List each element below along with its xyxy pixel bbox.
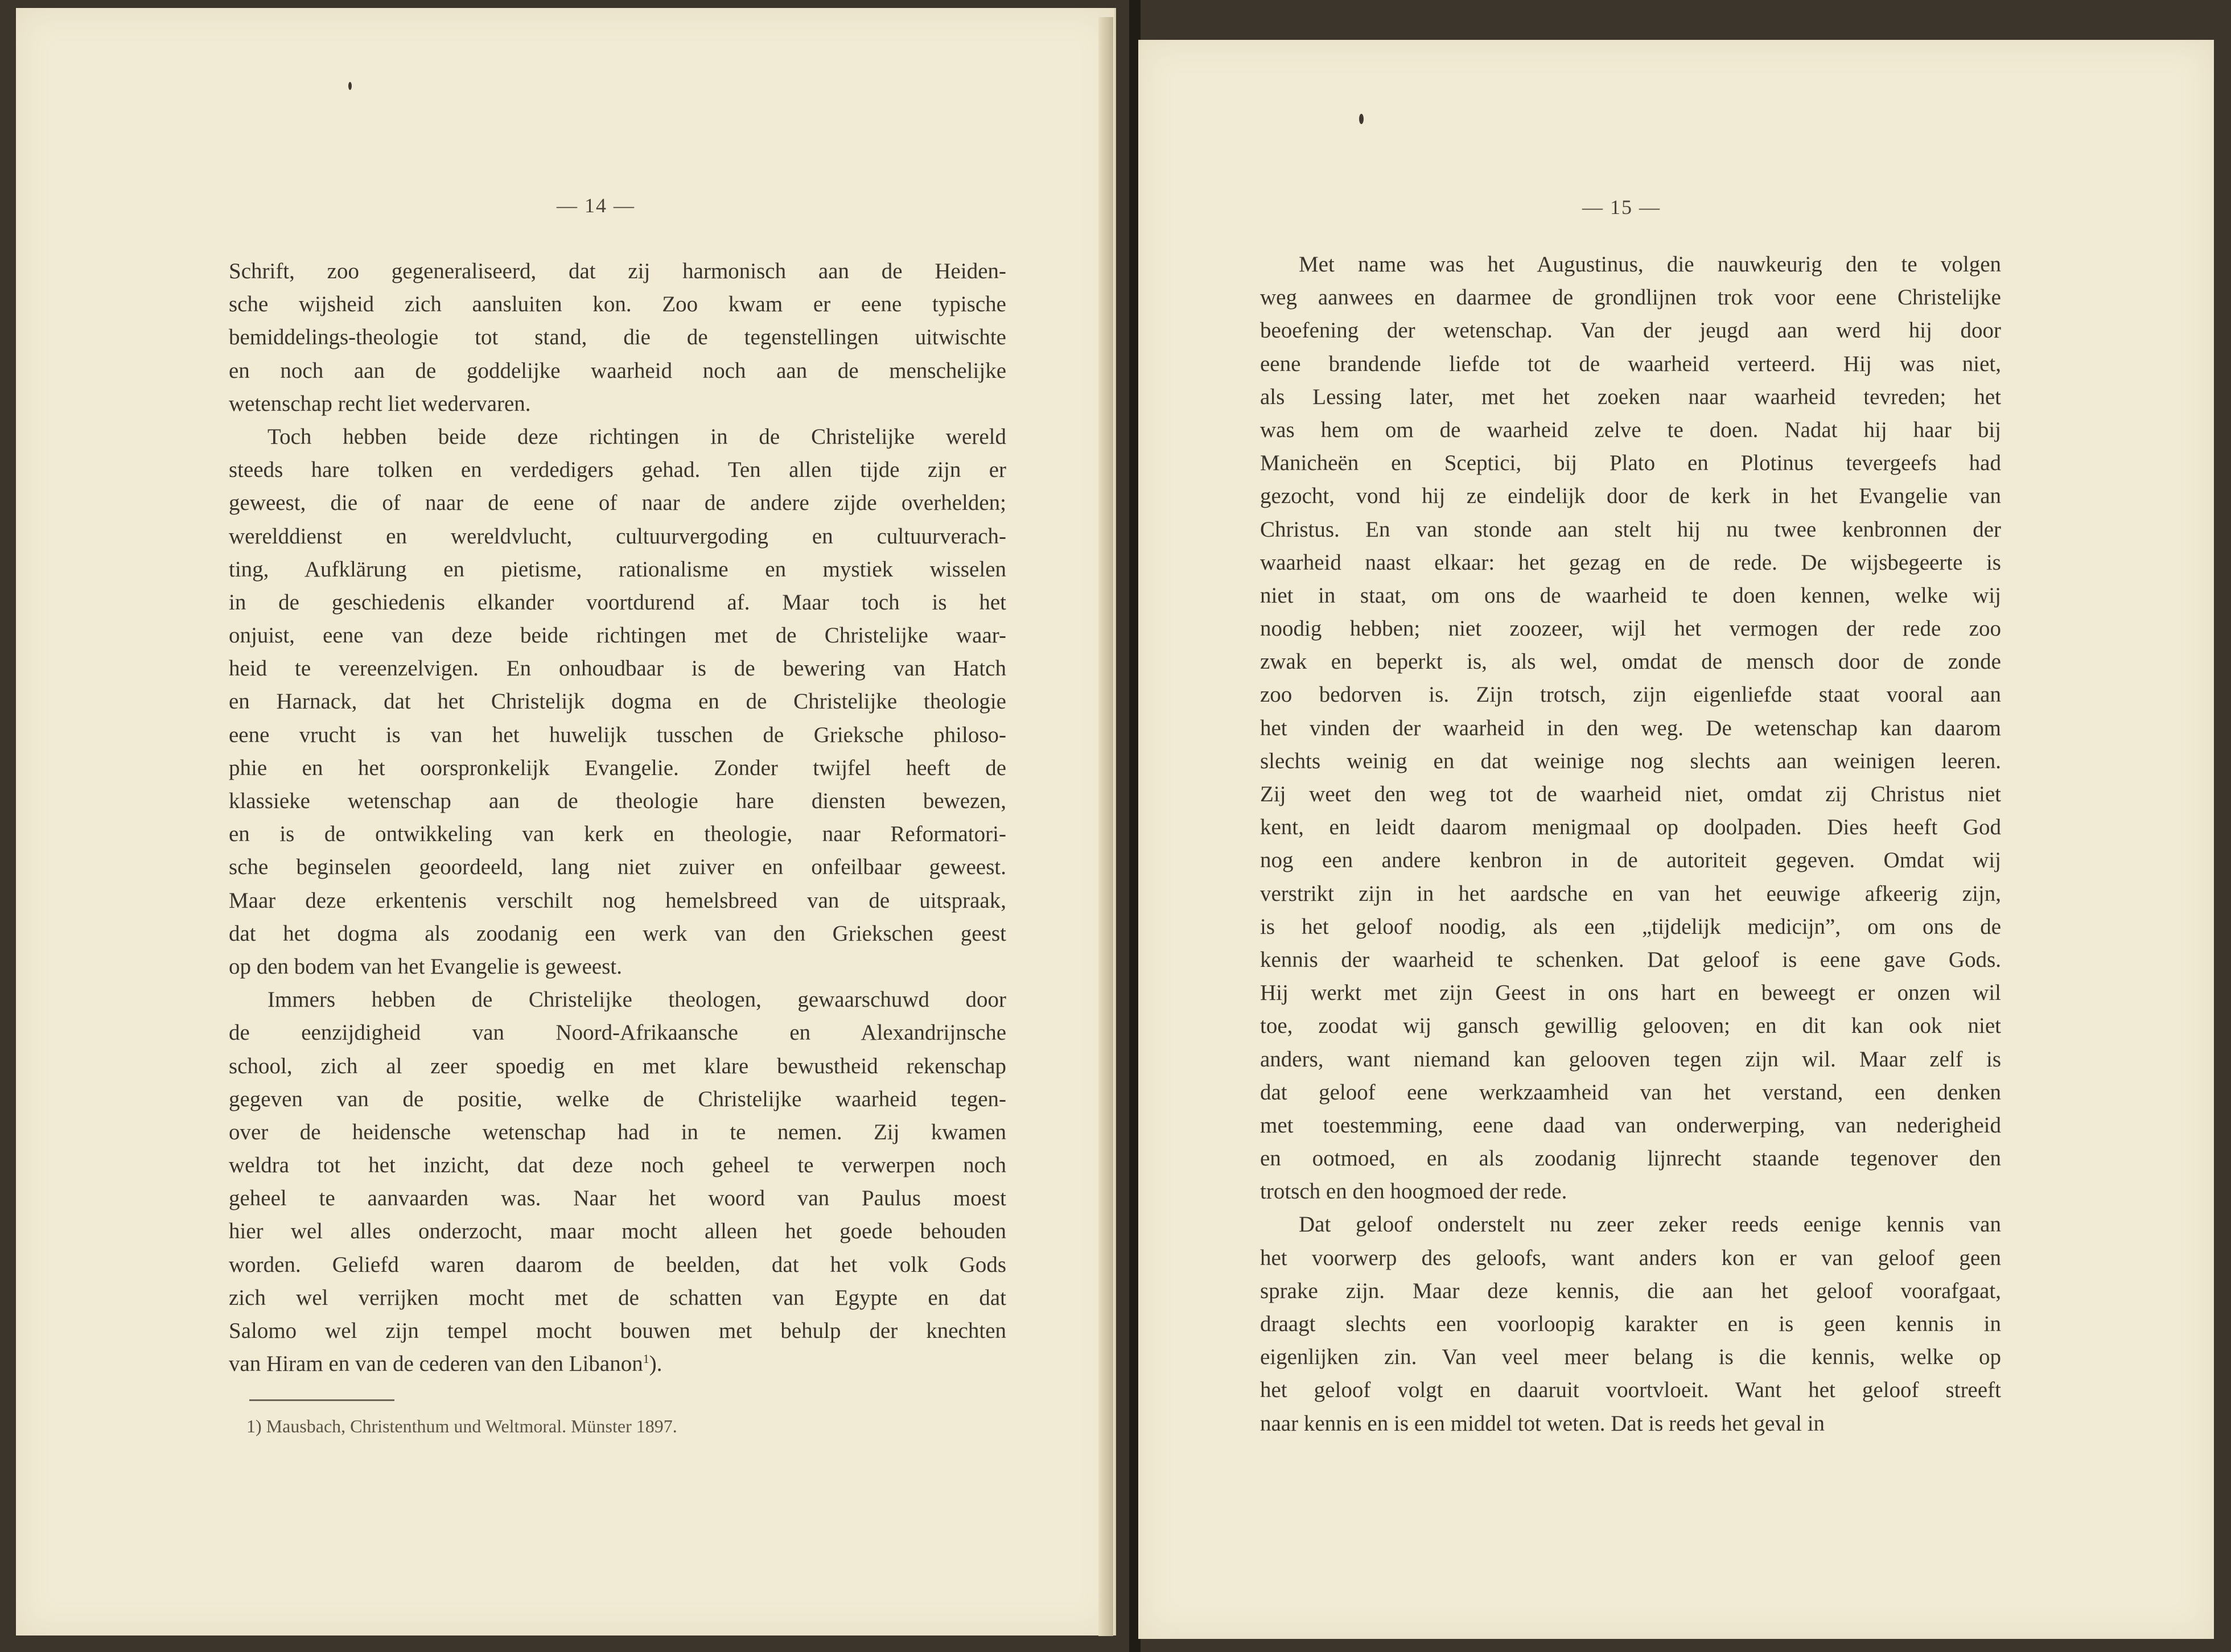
text-line: Met name was het Augustinus, die nauwkeurig den te volgen bbox=[1299, 252, 2001, 277]
text-line: sche wijsheid zich aansluiten kon. Zoo kwam er eene typische bbox=[229, 292, 1006, 317]
text-line: worden. Geliefd waren daarom de beelden, dat het volk Gods bbox=[229, 1252, 1006, 1277]
text-line: Christus. En van stonde aan stelt hij nu twee kenbronnen der bbox=[1260, 517, 2001, 542]
text-line: Dat geloof onderstelt nu zeer zeker reeds eenige kennis van bbox=[1299, 1212, 2001, 1237]
text-line: en Harnack, dat het Christelijk dogma en de Christelijke theologie bbox=[229, 689, 1006, 714]
page-stack-edge bbox=[1098, 17, 1113, 1636]
text-line: Zij weet den weg tot de waarheid niet, omdat zij Christus niet bbox=[1260, 782, 2001, 806]
text-line: geweest, die of naar de eene of naar de andere zijde overhelden; bbox=[229, 491, 1006, 516]
text-line: kent, en leidt daarom menigmaal op doolpaden. Dies heeft God bbox=[1260, 815, 2001, 840]
text-line: op den bodem van het Evangelie is geweest. bbox=[229, 954, 622, 979]
text-line: eene vrucht is van het huwelijk tusschen de Grieksche philoso- bbox=[229, 722, 1006, 747]
right-page-body bbox=[1260, 248, 2001, 1440]
text-line: Hij werkt met zijn Geest in ons hart en beweegt er onzen wil bbox=[1260, 981, 2001, 1006]
footnote-rule bbox=[249, 1399, 394, 1401]
text-line: bemiddelings-theologie tot stand, die de tegenstellingen uitwischte bbox=[229, 325, 1006, 350]
text-line: ting, Aufklärung en pietisme, rationalisme en mystiek wisselen bbox=[229, 557, 1006, 582]
text-line: hier wel alles onderzocht, maar mocht alleen het goede behouden bbox=[229, 1219, 1006, 1244]
text-line: gegeven van de positie, welke de Christelijke waarheid tegen- bbox=[229, 1086, 1006, 1111]
left-page-body bbox=[229, 255, 1006, 1381]
text-line: heid te vereenzelvigen. En onhoudbaar is de bewering van Hatch bbox=[229, 656, 1006, 681]
text-line: gezocht, vond hij ze eindelijk door de kerk in het Evangelie van bbox=[1260, 484, 2001, 509]
text-line: eene brandende liefde tot de waarheid verteerd. Hij was niet, bbox=[1260, 351, 2001, 376]
text-line: niet in staat, om ons de waarheid te doen kennen, welke wij bbox=[1260, 583, 2001, 608]
text-line: het voorwerp des geloofs, want anders kon er van geloof geen bbox=[1260, 1245, 2001, 1270]
text-line: phie en het oorspronkelijk Evangelie. Zonder twijfel heeft de bbox=[229, 755, 1006, 780]
ink-speck bbox=[1359, 114, 1364, 124]
text-line: zoo bedorven is. Zijn trotsch, zijn eigenliefde staat vooral aan bbox=[1260, 682, 2001, 707]
text-line: waarheid naast elkaar: het gezag en de rede. De wijsbegeerte is bbox=[1260, 550, 2001, 575]
text-line: toe, zoodat wij gansch gewillig gelooven; en dit kan ook niet bbox=[1260, 1014, 2001, 1039]
text-line: anders, want niemand kan gelooven tegen zijn wil. Maar zelf is bbox=[1260, 1047, 2001, 1072]
text-line: wetenschap recht liet wedervaren. bbox=[229, 391, 531, 416]
text-line: klassieke wetenschap aan de theologie hare diensten bewezen, bbox=[229, 789, 1006, 813]
text-line: werelddienst en wereldvlucht, cultuurvergoding en cultuurverach- bbox=[229, 524, 1006, 549]
text-line: Salomo wel zijn tempel mocht bouwen met behulp der knechten bbox=[229, 1319, 1006, 1343]
text-line: Schrift, zoo gegeneraliseerd, dat zij harmonisch aan de Heiden- bbox=[229, 259, 1006, 283]
left-page bbox=[16, 8, 1116, 1635]
text-line: het vinden der waarheid in den weg. De wetenschap kan daarom bbox=[1260, 715, 2001, 740]
text-line: en is de ontwikkeling van kerk en theologie, naar Reformatori- bbox=[229, 822, 1006, 847]
text-line: met toestemming, eene daad van onderwerping, van nederigheid bbox=[1260, 1113, 2001, 1138]
text-line: eigenlijken zin. Van veel meer belang is die kennis, welke op bbox=[1260, 1345, 2001, 1370]
text-line: nog een andere kenbron in de autoriteit gegeven. Omdat wij bbox=[1260, 848, 2001, 873]
text-line: van Hiram en van de cederen van den Libanon$^1$). bbox=[229, 1352, 662, 1377]
footnote: 1) Mausbach, Christenthum und Weltmoral. Münster 1897. bbox=[246, 1416, 677, 1436]
text-line: en noch aan de goddelijke waarheid noch aan de menschelijke bbox=[229, 358, 1006, 383]
page-number-left: — 14 — bbox=[557, 194, 635, 217]
text-line: was hem om de waarheid zelve te doen. Nadat hij haar bij bbox=[1260, 417, 2001, 442]
text-line: trotsch en den hoogmoed der rede. bbox=[1260, 1179, 1567, 1204]
text-line: het geloof volgt en daaruit voortvloeit. Want het geloof streeft bbox=[1260, 1378, 2001, 1403]
footnote-marker: 1 bbox=[643, 1352, 649, 1366]
text-line: over de heidensche wetenschap had in te nemen. Zij kwamen bbox=[229, 1119, 1006, 1144]
text-line: zwak en beperkt is, als wel, omdat de mensch door de zonde bbox=[1260, 649, 2001, 674]
text-line: weg aanwees en daarmee de grondlijnen trok voor eene Christelijke bbox=[1260, 285, 2001, 310]
text-line: weldra tot het inzicht, dat deze noch geheel te verwerpen noch bbox=[229, 1153, 1006, 1178]
text-line: noodig hebben; niet zoozeer, wijl het vermogen der rede zoo bbox=[1260, 616, 2001, 641]
ink-speck bbox=[348, 82, 352, 90]
text-line: in de geschiedenis elkander voortdurend af. Maar toch is het bbox=[229, 590, 1006, 615]
text-line: sche beginselen geoordeeld, lang niet zuiver en onfeilbaar geweest. bbox=[229, 855, 1006, 880]
text-line: geheel te aanvaarden was. Naar het woord van Paulus moest bbox=[229, 1186, 1006, 1211]
text-line: slechts weinig en dat weinige nog slechts aan weinigen leeren. bbox=[1260, 748, 2001, 773]
text-line: kennis der waarheid te schenken. Dat geloof is eene gave Gods. bbox=[1260, 947, 2001, 972]
text-line: onjuist, eene van deze beide richtingen met de Christelijke waar- bbox=[229, 623, 1006, 648]
text-line: verstrikt zijn in het aardsche en van het eeuwige afkeerig zijn, bbox=[1260, 881, 2001, 906]
text-line: dat geloof eene werkzaamheid van het verstand, een denken bbox=[1260, 1080, 2001, 1105]
text-line: dat het dogma als zoodanig een werk van den Griekschen geest bbox=[229, 921, 1006, 946]
text-line: draagt slechts een voorloopig karakter en is geen kennis in bbox=[1260, 1312, 2001, 1336]
text-line: school, zich al zeer spoedig en met klare bewustheid rekenschap bbox=[229, 1053, 1006, 1078]
text-line: Immers hebben de Christelijke theologen, gewaarschuwd door bbox=[267, 987, 1006, 1012]
text-line: de eenzijdigheid van Noord-Afrikaansche en Alexandrijnsche bbox=[229, 1020, 1006, 1045]
text-line: Maar deze erkentenis verschilt nog hemelsbreed van de uitspraak, bbox=[229, 888, 1006, 913]
text-line: beoefening der wetenschap. Van der jeugd aan werd hij door bbox=[1260, 318, 2001, 343]
text-line: steeds hare tolken en verdedigers gehad. Ten allen tijde zijn er bbox=[229, 458, 1006, 483]
text-line: sprake zijn. Maar deze kennis, die aan het geloof voorafgaat, bbox=[1260, 1278, 2001, 1303]
text-line: Manicheën en Sceptici, bij Plato en Plotinus tevergeefs had bbox=[1260, 451, 2001, 476]
text-line: en ootmoed, en als zoodanig lijnrecht staande tegenover den bbox=[1260, 1146, 2001, 1171]
text-line: is het geloof noodig, als een „tijdelijk medicijn”, om ons de bbox=[1260, 914, 2001, 939]
line-suffix: ). bbox=[649, 1352, 662, 1377]
text-line: als Lessing later, met het zoeken naar waarheid tevreden; het bbox=[1260, 384, 2001, 409]
right-page bbox=[1138, 40, 2214, 1639]
text-line: zich wel verrijken mocht met de schatten van Egypte en dat bbox=[229, 1285, 1006, 1310]
text-line: naar kennis en is een middel tot weten. Dat is reeds het geval in bbox=[1260, 1411, 1825, 1436]
page-number-right: — 15 — bbox=[1582, 196, 1661, 219]
text-line: Toch hebben beide deze richtingen in de Christelijke wereld bbox=[267, 424, 1006, 449]
